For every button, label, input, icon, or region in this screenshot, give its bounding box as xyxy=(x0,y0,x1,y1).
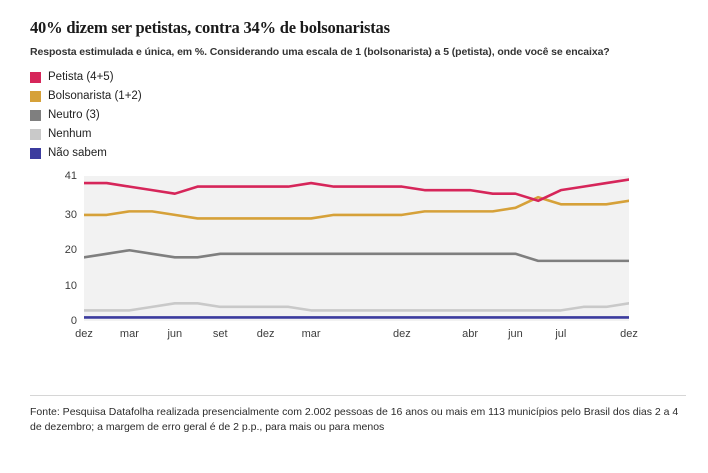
legend-label: Nenhum xyxy=(48,128,92,140)
legend-swatch-icon xyxy=(30,129,41,140)
divider xyxy=(30,395,686,396)
series-line xyxy=(84,197,629,218)
legend-swatch-icon xyxy=(30,148,41,159)
legend-item xyxy=(30,106,686,124)
y-axis-tick-label: 20 xyxy=(64,244,77,257)
plot-region xyxy=(64,170,638,340)
series-line xyxy=(84,250,629,261)
legend-swatch-icon xyxy=(30,72,41,83)
x-axis-tick-label: dez xyxy=(620,328,638,340)
legend-item xyxy=(30,125,686,143)
series-line xyxy=(84,180,629,201)
x-axis-tick-label: abr xyxy=(462,328,478,340)
legend-label: Não sabem xyxy=(48,147,107,159)
x-axis-tick-label: mar xyxy=(301,328,321,340)
legend-swatch-icon xyxy=(30,110,41,121)
y-axis-tick-label: 41 xyxy=(64,170,77,182)
series-line xyxy=(84,303,629,310)
page-title: 40% dizem ser petistas, contra 34% de bolsonaristas xyxy=(30,18,390,37)
chart-area xyxy=(30,168,684,343)
legend-label: Neutro (3) xyxy=(48,109,100,121)
x-axis-tick-label: jul xyxy=(555,328,567,340)
x-axis-tick-label: jun xyxy=(167,328,183,340)
source-text: Fonte: Pesquisa Datafolha realizada presencialmente com 2.002 pessoas de 16 anos ou mais em 113 municípios pelo Brasil dos dias 2 a 4 de dezembro; a margem de erro geral é de 2 p.p., para mais ou para menos xyxy=(30,406,679,434)
legend-item xyxy=(30,68,686,86)
chart-legend xyxy=(30,68,686,162)
x-axis-tick-label: dez xyxy=(393,328,411,340)
legend-item xyxy=(30,87,686,105)
series-lines xyxy=(84,176,629,321)
x-axis-tick-label: mar xyxy=(119,328,139,340)
legend-label: Petista (4+5) xyxy=(48,71,114,83)
legend-item xyxy=(30,144,686,162)
x-axis-tick-label: dez xyxy=(256,328,275,340)
x-axis-tick-label: set xyxy=(212,328,228,340)
y-axis-tick-label: 0 xyxy=(70,315,77,327)
x-axis-tick-label: jun xyxy=(508,328,523,340)
chart-subtitle: Resposta estimulada e única, em %. Considerando uma escala de 1 (bolsonarista) a 5 (petista), onde você se encaixa? xyxy=(30,46,610,58)
legend-swatch-icon xyxy=(30,91,41,102)
legend-label: Bolsonarista (1+2) xyxy=(48,90,142,102)
y-axis-tick-label: 30 xyxy=(64,208,77,221)
source-note xyxy=(30,395,686,435)
y-axis-tick-label: 10 xyxy=(64,279,77,292)
x-axis-tick-label: dez xyxy=(75,328,93,340)
